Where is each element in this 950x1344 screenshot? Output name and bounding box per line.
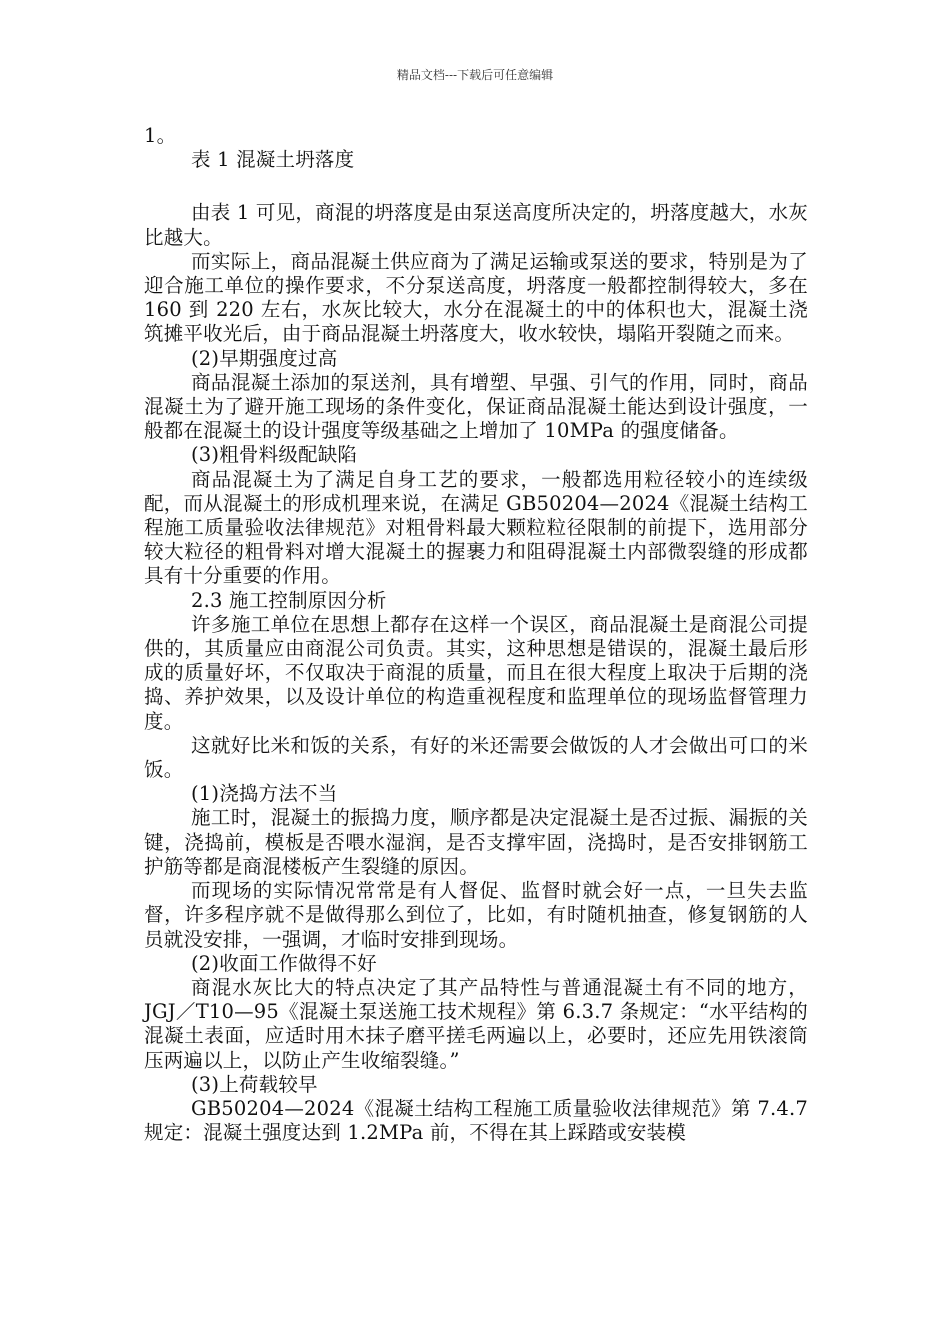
paragraph: 由表 1 可见，商混的坍落度是由泵送高度所决定的，坍落度越大，水灰比越大。	[144, 201, 808, 249]
section-heading: (1)浇捣方法不当	[191, 782, 338, 806]
paragraph: 而现场的实际情况常常是有人督促、监督时就会好一点，一旦失去监督，许多程序就不是做得那么到位了，比如，有时随机抽查，修复钢筋的人员就没安排，一强调，才临时安排到现场。	[144, 879, 808, 951]
paragraph: 商混水灰比大的特点决定了其产品特性与普通混凝土有不同的地方，JGJ／T10—95《混凝土泵送施工技术规程》第 6.3.7 条规定：“水平结构的混凝土表面，应适时用木抹子磨平搓毛两遍以上，必要时，还应先用铁滚筒压两遍以上，以防止产生收缩裂缝。”	[144, 975, 808, 1072]
section-heading: 2.3 施工控制原因分析	[191, 588, 387, 612]
paragraph: 商品混凝土为了满足自身工艺的要求，一般都选用粒径较小的连续级配，而从混凝土的形成机理来说，在满足 GB50204—2024《混凝土结构工程施工质量验收法律规范》对粗骨料最大颗粒粒径限制的前提下，选用部分较大粒径的粗骨料对增大混凝土的握裹力和阻碍混凝土内部微裂缝的形成都具有十分重要的作用。	[144, 467, 808, 588]
section-heading: (3)粗骨料级配缺陷	[191, 443, 358, 467]
paragraph: 施工时，混凝土的振捣力度，顺序都是决定混凝土是否过振、漏振的关键，浇捣前，模板是否喂水湿润，是否支撑牢固，浇捣时，是否安排钢筋工护筋等都是商混楼板产生裂缝的原因。	[144, 806, 808, 878]
paragraph: 而实际上，商品混凝土供应商为了满足运输或泵送的要求，特别是为了迎合施工单位的操作要求，不分泵送高度，坍落度一般都控制得较大，多在 160 到 220 左右，水灰比较大，水分在混凝土的中的体积也大，混凝土浇筑摊平收光后，由于商品混凝土坍落度大，收水较快，塌陷开裂随之而来。	[144, 249, 808, 346]
document-body	[144, 124, 808, 1145]
section-heading: (2)早期强度过高	[191, 346, 338, 370]
table-caption: 表 1 混凝土坍落度	[191, 148, 355, 172]
paragraph: 许多施工单位在思想上都存在这样一个误区，商品混凝土是商混公司提供的，其质量应由商混公司负责。其实，这种思想是错误的，混凝土最后形成的质量好坏，不仅取决于商混的质量，而且在很大程度上取决于后期的浇捣、养护效果，以及设计单位的构造重视程度和监理单位的现场监督管理力度。	[144, 612, 808, 733]
section-heading: (3)上荷载较早	[191, 1072, 318, 1096]
paragraph: 这就好比米和饭的关系，有好的米还需要会做饭的人才会做出可口的米饭。	[144, 733, 808, 782]
page-header: 精品文档---下载后可任意编辑	[396, 68, 554, 82]
section-heading: (2)收面工作做得不好	[191, 951, 377, 975]
paragraph: 商品混凝土添加的泵送剂，具有增塑、早强、引气的作用，同时，商品混凝土为了避开施工现场的条件变化，保证商品混凝土能达到设计强度，一般都在混凝土的设计强度等级基础之上增加了 10MPa 的强度储备。	[144, 370, 808, 443]
paragraph: 1。	[144, 124, 177, 147]
paragraph: GB50204—2024《混凝土结构工程施工质量验收法律规范》第 7.4.7 规定：混凝土强度达到 1.2MPa 前，不得在其上踩踏或安装模	[144, 1096, 808, 1145]
